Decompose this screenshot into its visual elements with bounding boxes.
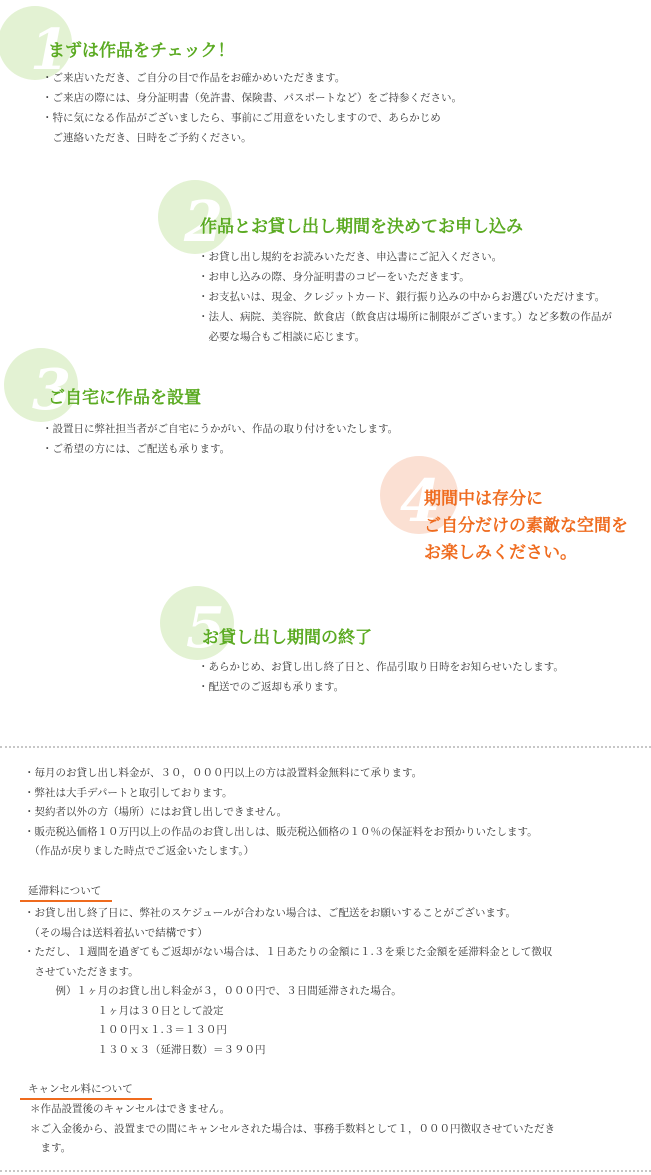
step-4-title-line: お楽しみください。	[424, 543, 577, 563]
list-item: ・お申し込みの際、身分証明書のコピーをいただきます。	[198, 271, 470, 283]
list-item: ・ご来店いただき、ご自分の目で作品をお確かめいただきます。	[42, 72, 346, 84]
late-fee-line: １３０ｘ３（延滞日数）＝３９０円	[24, 1043, 266, 1056]
list-item: 必要な場合もご相談に応じます。	[198, 331, 366, 343]
note-line: ・弊社は大手デパートと取引しております。	[24, 786, 233, 799]
cancel-fee-heading-text: キャンセル料について	[28, 1083, 133, 1095]
step-4-title-line: 期間中は存分に	[424, 489, 543, 509]
list-item: ・ご来店の際には、身分証明書（免許書、保険書、パスポートなど）をご持参ください。	[42, 92, 462, 104]
cancel-fee-line: ます。	[30, 1142, 72, 1154]
step-4-number: 4	[400, 467, 441, 535]
late-fee-line: １ヶ月は３０日として設定	[24, 1004, 224, 1017]
list-item: ・お貸し出し規約をお読みいただき、申込書にご記入ください。	[198, 251, 503, 263]
list-item: ・ご希望の方には、ご配送も承ります。	[42, 443, 231, 455]
step-5-list	[198, 657, 564, 697]
dotted-divider-top	[0, 746, 651, 748]
step-4-title	[424, 486, 628, 567]
cancel-fee-body	[30, 1100, 555, 1159]
note-line: （作品が戻りました時点でご返金いたします。）	[24, 845, 255, 857]
list-item: ・お支払いは、現金、クレジットカード、銀行振り込みの中からお選びいただけます。	[198, 291, 606, 303]
step-1-number: 1	[30, 17, 69, 83]
list-item: ・法人、病院、美容院、飲食店（飲食店は場所に制限がございます。）など多数の作品が	[198, 311, 612, 323]
note-line: ・毎月のお貸し出し料金が、３０，０００円以上の方は設置料金無料にて承ります。	[24, 767, 423, 779]
step-2-title: 作品とお貸し出し期間を決めてお申し込み	[200, 217, 523, 237]
list-item: ・設置日に弊社担当者がご自宅にうかがい、作品の取り付けをいたします。	[42, 423, 399, 435]
step-5-title: お貸し出し期間の終了	[202, 628, 372, 648]
late-fee-line: ・ただし、１週間を過ぎてもご返却がない場合は、１日あたりの金額に１.３を乗じた金額を延滞料金として徴収	[24, 946, 553, 958]
late-fee-heading-text: 延滞料について	[28, 885, 102, 897]
step-2-list	[198, 247, 612, 347]
step-3-number: 3	[32, 357, 71, 423]
cancel-fee-line: ＊作品設置後のキャンセルはできません。	[30, 1103, 231, 1115]
step-1-list	[42, 68, 462, 148]
list-item: ご連絡いただき、日時をご予約ください。	[42, 132, 252, 144]
list-item: ・あらかじめ、お貸し出し終了日と、作品引取り日時をお知らせいたします。	[198, 661, 564, 673]
general-notes	[24, 764, 538, 862]
list-item: ・特に気になる作品がございましたら、事前にご用意をいたしますので、あらかじめ	[42, 112, 441, 124]
dotted-divider-bottom	[0, 1170, 651, 1172]
step-1-title: まずは作品をチェック！	[48, 41, 235, 61]
note-line: ・契約者以外の方（場所）にはお貸し出しできません。	[24, 806, 288, 818]
cancel-fee-heading	[20, 1081, 133, 1096]
late-fee-line: 例）１ヶ月のお貸し出し料金が３，０００円で、３日間延滞された場合。	[24, 985, 402, 997]
list-item: ・配送でのご返却も承ります。	[198, 681, 345, 693]
step-3-title: ご自宅に作品を設置	[48, 388, 201, 408]
late-fee-line: させていただきます。	[24, 965, 139, 978]
late-fee-underline	[20, 900, 112, 902]
step-2-number: 2	[184, 189, 223, 255]
late-fee-heading	[20, 883, 101, 898]
late-fee-body	[24, 904, 552, 1060]
note-line: ・販売税込価格１０万円以上の作品のお貸し出しは、販売税込価格の１０％の保証料をお預かりいたします。	[24, 825, 538, 838]
late-fee-line: １００円ｘ１.３＝１３０円	[24, 1024, 227, 1036]
step-3-list	[42, 419, 398, 459]
late-fee-line: ・お貸し出し終了日に、弊社のスケジュールが合わない場合は、ご配送をお願いすることがございます。	[24, 907, 517, 919]
cancel-fee-line: ＊ご入金後から、設置までの間にキャンセルされた場合は、事務手数料として１，０００円徴収させていただき	[30, 1122, 555, 1135]
late-fee-line: （その場合は送料着払いで結構です）	[24, 926, 208, 939]
step-4-title-line: ご自分だけの素敵な空間を	[424, 516, 628, 536]
step-5-number: 5	[186, 595, 225, 661]
